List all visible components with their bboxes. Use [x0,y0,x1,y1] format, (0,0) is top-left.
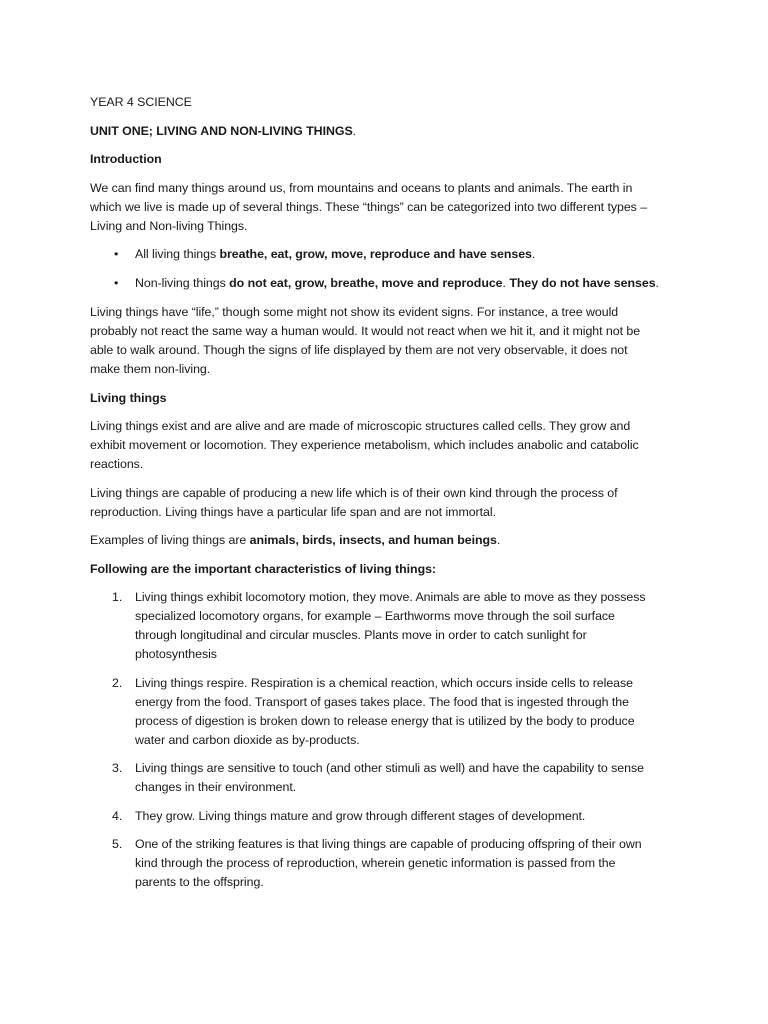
bullet-icon: • [114,276,119,290]
list-item [90,807,680,826]
list-item-line: They grow. Living things mature and grow through different stages of development. [135,808,586,823]
list-item-line: process of digestion is broken down to release energy that is utilized by the body to produce [135,713,635,728]
document-page [90,93,680,902]
reproduction-line: Living things are capable of producing a new life which is of their own kind through the process of [90,485,618,500]
bullet-item-living [90,245,680,264]
bullet-list [90,245,680,293]
list-item-line: Living things are sensitive to touch (and other stimuli as well) and have the capability to sense [135,761,644,775]
life-line: Living things have “life,” though some might not show its evident signs. For instance, a tree would [90,305,619,319]
reproduction-paragraph [90,484,680,522]
list-item-line: kind through the process of reproduction, wherein genetic information is passed from the [135,856,616,870]
cells-line: reactions. [90,457,144,471]
list-number: 5. [112,837,123,851]
list-item-line: One of the striking features is that living things are capable of producing offspring of their own [135,837,642,851]
list-number: 3. [112,761,123,775]
document-header: YEAR 4 SCIENCE [90,95,192,109]
list-number: 4. [112,808,123,823]
examples-text: . [496,533,501,547]
list-item-line: energy from the food. Transport of gases takes place. The food that is ingested through the [135,694,629,709]
living-things-heading [90,389,680,408]
list-item [90,759,680,797]
living-things-heading-text: Living things [90,390,167,405]
cells-paragraph [90,417,680,474]
examples-text: Examples of living things are [90,533,250,547]
intro-heading [90,150,680,169]
unit-title [90,122,680,141]
list-item-line: water and carbon dioxide as by-products. [135,732,360,747]
characteristics-heading-text: Following are the important characteristics of living things: [90,561,437,576]
list-item [90,674,680,750]
examples-paragraph [90,531,680,550]
reproduction-line: reproduction. Living things have a particular life span and are not immortal. [90,504,496,519]
bullet-bold-text: They do not have senses [509,276,656,290]
list-item-line: specialized locomotory organs, for example – Earthworms move through the soil surface [135,609,615,623]
list-item-line: photosynthesis [135,647,217,661]
cells-line: Living things exist and are alive and are made of microscopic structures called cells. They grow and [90,419,631,433]
bullet-item-nonliving [90,274,680,293]
life-line: probably not react the same way a human would. It would not react when we hit it, and it might not be [90,324,641,338]
bullet-icon: • [114,247,119,261]
list-item-line: Living things exhibit locomotory motion, they move. Animals are able to move as they possess [135,590,646,604]
unit-title-text: UNIT ONE; LIVING AND NON-LIVING THINGS [90,123,353,138]
unit-title-period: . [352,123,357,138]
list-number: 2. [112,675,123,690]
bullet-bold-text: do not eat, grow, breathe, move and reproduce [229,276,503,290]
examples-bold-text: animals, birds, insects, and human beings [249,533,497,547]
bullet-text: . [531,247,536,261]
list-item-line: parents to the offspring. [135,875,264,889]
intro-line: which we live is made up of several things. These “things” can be categorized into two different types – [90,199,648,214]
intro-line: Living and Non-living Things. [90,218,248,233]
bullet-text: Non-living things [135,276,230,290]
cells-line: exhibit movement or locomotion. They experience metabolism, which includes anabolic and catabolic [90,438,639,452]
life-paragraph [90,303,680,379]
bullet-text: All living things [135,247,220,261]
list-item-line: through longitudinal and circular muscles. Plants move in order to catch sunlight for [135,628,587,642]
life-line: make them non-living. [90,362,211,376]
intro-paragraph [90,179,680,236]
list-item [90,835,680,892]
life-line: able to walk around. Though the signs of life displayed by them are not very observable, it does not [90,343,628,357]
bullet-bold-text: breathe, eat, grow, move, reproduce and have senses [219,247,532,261]
list-item-line: changes in their environment. [135,780,297,794]
list-number: 1. [112,590,123,604]
characteristics-list [90,588,680,892]
intro-heading-text: Introduction [90,152,162,166]
characteristics-heading [90,560,680,579]
intro-line: We can find many things around us, from mountains and oceans to plants and animals. The earth in [90,180,633,195]
list-item-line: Living things respire. Respiration is a chemical reaction, which occurs inside cells to release [135,675,633,690]
bullet-text: . [502,276,510,290]
bullet-text: . [655,276,659,290]
list-item [90,588,680,664]
